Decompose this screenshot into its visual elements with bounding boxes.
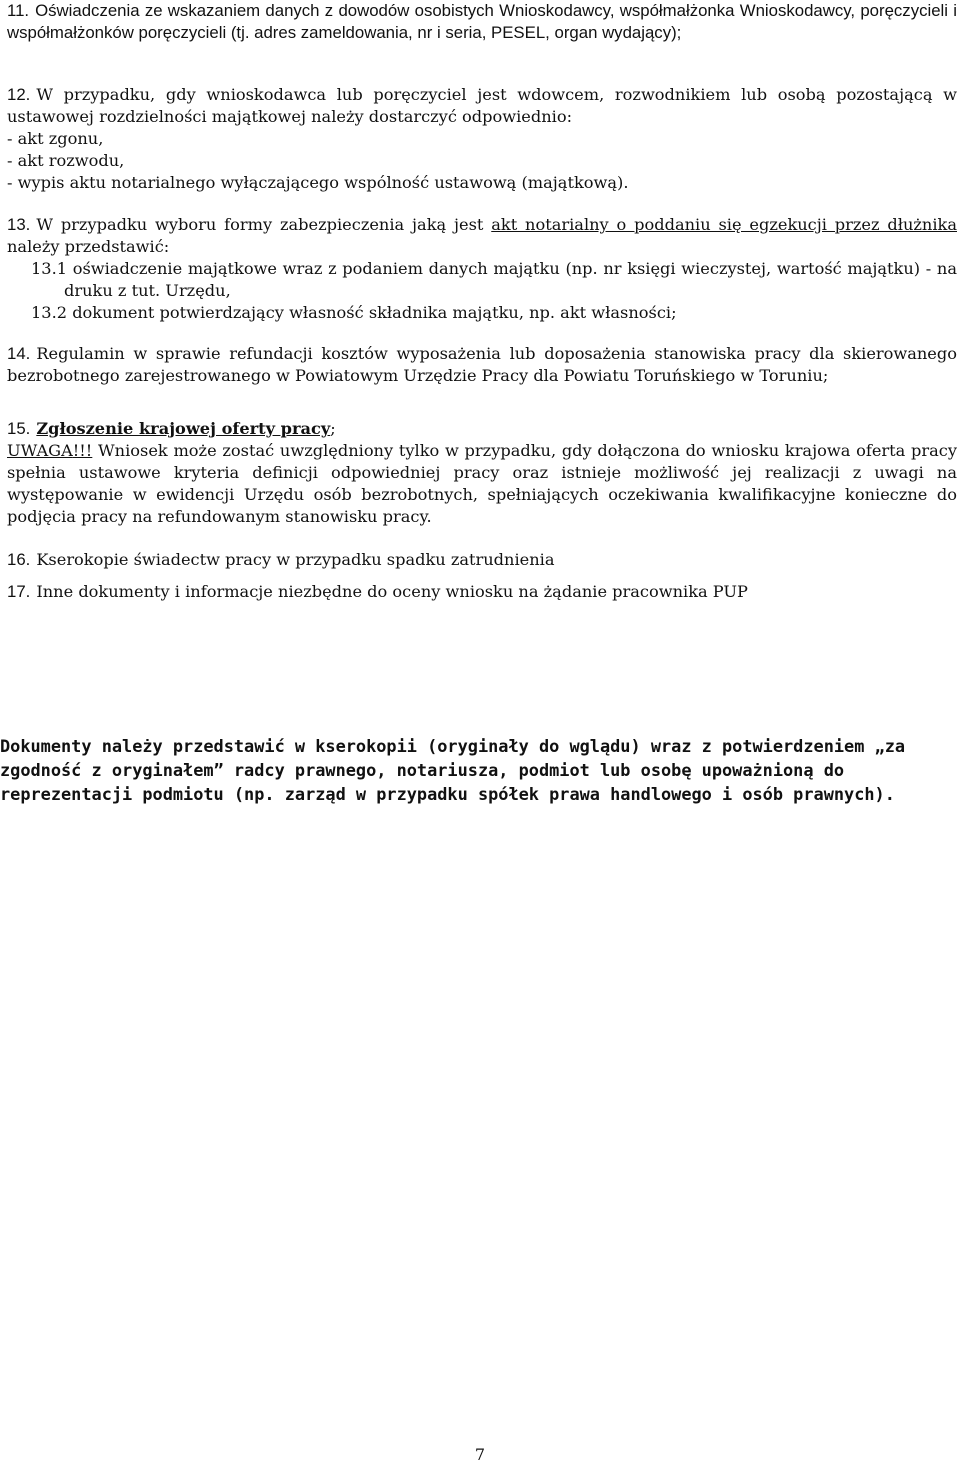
- item-text-post: należy przedstawić:: [7, 237, 170, 256]
- subitem-13-2: 13.2 dokument potwierdzający własność składnika majątku, np. akt własności;: [31, 303, 677, 322]
- item-intro: W przypadku, gdy wnioskodawca lub poręczyciel jest wdowcem, rozwodnikiem lub osobą pozostającą w ustawowej rozdzielności majątkowej należy dostarczyć odpowiednio:: [7, 85, 957, 126]
- item-number: 16.: [7, 550, 31, 569]
- item-text: Kserokopie świadectw pracy w przypadku spadku zatrudnienia: [36, 550, 555, 569]
- uwaga-text: Wniosek może zostać uwzględniony tylko w przypadku, gdy dołączona do wniosku krajowa oferta pracy spełnia ustawowe kryteria definicji odpowiedniej pracy oraz istnieje możliwość jej realizacji z uwagi na występowanie w ewidencji Urzędu osób bezrobotnych, spełniających oczekiwania kwalifikacyjne konieczne do podjęcia pracy na refundowanym stanowisku pracy.: [7, 441, 957, 526]
- item-number: 15.: [7, 419, 31, 438]
- item-number: 12.: [7, 85, 31, 104]
- list-item-12: [7, 84, 957, 194]
- list-item-13: [7, 214, 957, 324]
- item-number: 17.: [7, 582, 31, 601]
- underlined-phrase: akt notarialny o poddaniu się egzekucji przez dłużnika: [491, 215, 957, 234]
- uwaga-label: UWAGA: [7, 441, 73, 460]
- item-title-suffix: ;: [330, 419, 336, 438]
- list-item-15: [7, 418, 957, 528]
- list-item-16: [7, 549, 957, 571]
- page-number: 7: [474, 1445, 486, 1464]
- list-entry-wypis-aktu: - wypis aktu notarialnego wyłączającego wspólność ustawową (majątkową).: [7, 173, 629, 192]
- item-number: 11.: [7, 1, 30, 20]
- list-item-17: [7, 581, 957, 603]
- subitem-13-1: 13.1 oświadczenie majątkowe wraz z podaniem danych majątku (np. nr księgi wieczystej, wartość majątku) - na druku z tut. Urzędu,: [31, 259, 957, 300]
- list-entry-akt-zgonu: - akt zgonu,: [7, 129, 104, 148]
- item-text: Inne dokumenty i informacje niezbędne do oceny wniosku na żądanie pracownika PUP: [36, 582, 748, 601]
- uwaga-marks: !!!: [72, 441, 93, 460]
- item-text: Oświadczenia ze wskazaniem danych z dowodów osobistych Wnioskodawcy, współmałżonka Wnioskodawcy, poręczycieli i współmałżonków poręczycieli (tj. adres zameldowania, nr i seria, PESEL, organ wydający);: [7, 1, 957, 42]
- item-number: 13.: [7, 215, 31, 234]
- uwaga-paragraph: [7, 440, 957, 528]
- list-item-11: [7, 0, 957, 44]
- item-text-pre: W przypadku wyboru formy zabezpieczenia jaką jest: [36, 215, 492, 234]
- item-title: Zgłoszenie krajowej oferty pracy: [36, 419, 331, 438]
- list-entry-akt-rozwodu: - akt rozwodu,: [7, 151, 125, 170]
- item-text: Regulamin w sprawie refundacji kosztów wyposażenia lub doposażenia stanowiska pracy dla skierowanego bezrobotnego zarejestrowanego w Powiatowym Urzędzie Pracy dla Powiatu Toruńskiego w Toruniu;: [7, 344, 957, 385]
- list-item-14: [7, 343, 957, 387]
- item-number: 14.: [7, 344, 31, 363]
- documents-notice: Dokumenty należy przedstawić w kserokopii (oryginały do wglądu) wraz z potwierdzeniem „za zgodność z oryginałem” radcy prawnego, notariusza, podmiot lub osobę upoważnioną do reprezentacji podmiotu (np. zarząd w przypadku spółek prawa handlowego i osób prawnych).: [0, 736, 906, 804]
